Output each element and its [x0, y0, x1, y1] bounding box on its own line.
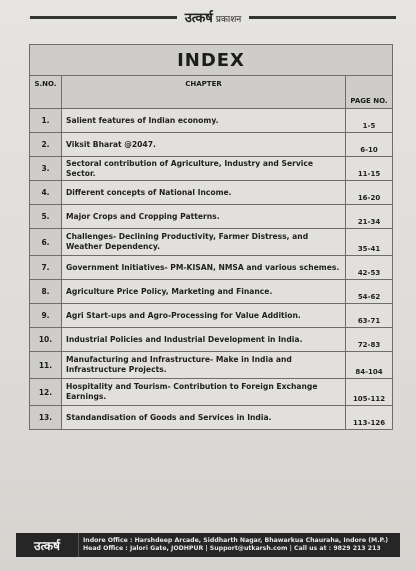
footer-logo: उत्कर्ष	[16, 533, 79, 557]
row-sno: 7.	[30, 256, 62, 280]
row-pages: 11-15	[346, 157, 393, 181]
row-pages: 72-83	[346, 328, 393, 352]
index-title: INDEX	[30, 45, 393, 76]
header-rule-right	[249, 16, 396, 19]
row-sno: 6.	[30, 229, 62, 256]
table-row	[30, 328, 393, 352]
row-sno: 13.	[30, 406, 62, 430]
header-rule-left	[30, 16, 177, 19]
row-sno: 9.	[30, 304, 62, 328]
table-row	[30, 157, 393, 181]
row-pages: 113-126	[346, 406, 393, 430]
row-sno: 11.	[30, 352, 62, 379]
row-sno: 2.	[30, 133, 62, 157]
col-header-chapter: CHAPTER	[62, 76, 346, 109]
row-chapter: Sectoral contribution of Agriculture, Industry and Service Sector.	[62, 157, 346, 181]
table-row	[30, 109, 393, 133]
table-row	[30, 280, 393, 304]
row-pages: 63-71	[346, 304, 393, 328]
row-pages: 105-112	[346, 379, 393, 406]
table-row	[30, 256, 393, 280]
row-sno: 8.	[30, 280, 62, 304]
table-row	[30, 133, 393, 157]
row-chapter: Manufacturing and Infrastructure- Make in India and Infrastructure Projects.	[62, 352, 346, 379]
row-sno: 12.	[30, 379, 62, 406]
row-pages: 84-104	[346, 352, 393, 379]
footer-line-head-office: Head Office : Jalori Gate, JODHPUR | Support@utkarsh.com | Call us at : 9829 213 213	[83, 545, 381, 552]
row-pages: 1-5	[346, 109, 393, 133]
row-chapter: Challenges- Declining Productivity, Farmer Distress, and Weather Dependency.	[62, 229, 346, 256]
row-chapter: Salient features of Indian economy.	[62, 109, 346, 133]
row-chapter: Standandisation of Goods and Services in India.	[62, 406, 346, 430]
table-row	[30, 205, 393, 229]
brand-name: उत्कर्ष	[184, 11, 213, 26]
row-sno: 10.	[30, 328, 62, 352]
col-header-sno: S.NO.	[30, 76, 62, 109]
row-chapter: Agriculture Price Policy, Marketing and Finance.	[62, 280, 346, 304]
table-row	[30, 181, 393, 205]
publisher-brand	[177, 8, 250, 26]
row-chapter: Different concepts of National Income.	[62, 181, 346, 205]
row-pages: 35-41	[346, 229, 393, 256]
row-sno: 3.	[30, 157, 62, 181]
row-pages: 42-53	[346, 256, 393, 280]
table-row	[30, 406, 393, 430]
footer-bar	[16, 533, 400, 557]
row-sno: 1.	[30, 109, 62, 133]
row-chapter: Industrial Policies and Industrial Development in India.	[62, 328, 346, 352]
index-table	[29, 44, 393, 430]
table-row	[30, 379, 393, 406]
footer-address	[79, 537, 388, 554]
row-sno: 4.	[30, 181, 62, 205]
row-pages: 16-20	[346, 181, 393, 205]
row-pages: 21-34	[346, 205, 393, 229]
row-chapter: Major Crops and Cropping Patterns.	[62, 205, 346, 229]
row-chapter: Government Initiatives- PM-KISAN, NMSA and various schemes.	[62, 256, 346, 280]
row-chapter: Viksit Bharat @2047.	[62, 133, 346, 157]
row-pages: 6-10	[346, 133, 393, 157]
header-bar	[30, 8, 396, 26]
footer-line-indore: Indore Office : Harshdeep Arcade, Siddharth Nagar, Bhawarkua Chauraha, Indore (M.P.)	[83, 536, 389, 544]
row-pages: 54-62	[346, 280, 393, 304]
row-chapter: Hospitality and Tourism- Contribution to Foreign Exchange Earnings.	[62, 379, 346, 406]
brand-sub: प्रकाशन	[215, 15, 242, 25]
table-row	[30, 304, 393, 328]
table-row	[30, 229, 393, 256]
row-chapter: Agri Start-ups and Agro-Processing for Value Addition.	[62, 304, 346, 328]
col-header-page: PAGE NO.	[346, 76, 393, 109]
row-sno: 5.	[30, 205, 62, 229]
table-row	[30, 352, 393, 379]
